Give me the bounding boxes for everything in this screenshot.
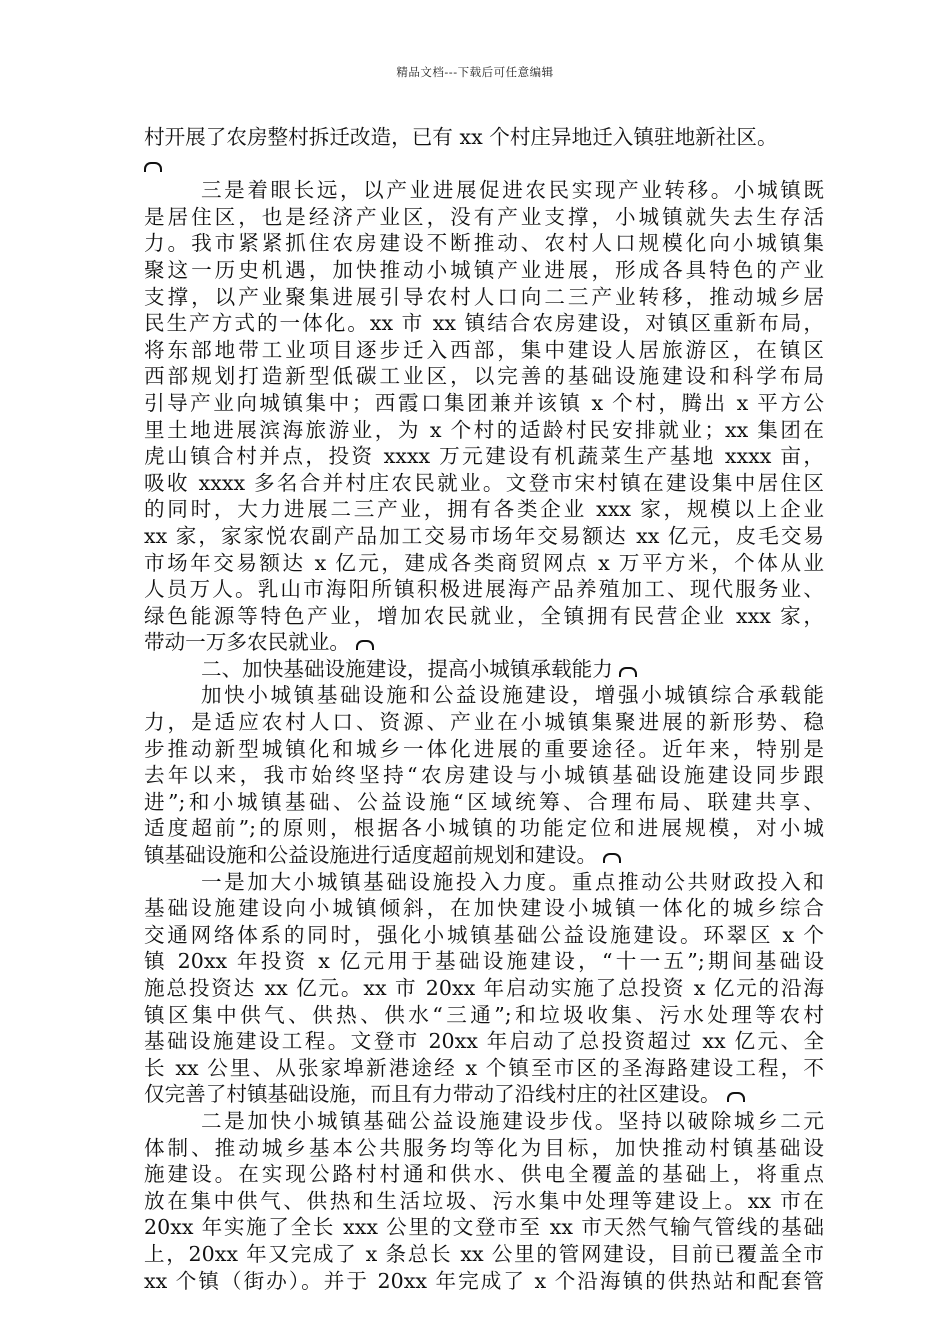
paragraph-line: 里土地进展滨海旅游业，为 x 个村的适龄村民安排就业；xx 集团在 [144, 417, 824, 442]
paragraph-line: 体制、推动城乡基本公共服务均等化为目标，加快推动村镇基础设 [144, 1135, 824, 1160]
paragraph-line: 力，是适应农村人口、资源、产业在小城镇集聚进展的新形势、稳 [144, 710, 824, 735]
paragraph-line: 三是着眼长远，以产业进展促进农民实现产业转移。小城镇既 [201, 178, 824, 203]
paragraph-line: 进”;和小城镇基础、公益设施“区域统筹、合理布局、联建共享、 [144, 789, 824, 814]
paragraph-line: 施建设。在实现公路村村通和供水、供电全覆盖的基础上，将重点 [144, 1162, 824, 1187]
paragraph-line: 基础设施建设工程。文登市 20xx 年启动了总投资超过 xx 亿元、全 [144, 1029, 824, 1054]
paragraph-line: 引导产业向城镇集中；西霞口集团兼并该镇 x 个村，腾出 x 平方公 [144, 390, 824, 415]
paragraph-mark-icon [727, 1092, 745, 1102]
paragraph-text: 带动一万多农民就业。 [144, 630, 350, 655]
paragraph-mark-icon [603, 853, 621, 863]
paragraph-line: 加快小城镇基础设施和公益设施建设，增强小城镇综合承载能 [201, 683, 824, 708]
paragraph-line: 虎山镇合村并点，投资 xxxx 万元建设有机蔬菜生产基地 xxxx 亩， [144, 444, 824, 469]
paragraph-line: 基础设施建设向小城镇倾斜，在加快建设小城镇一体化的城乡综合 [144, 896, 824, 921]
paragraph-line: 放在集中供气、供热和生活垃圾、污水集中处理等建设上。xx 市在 [144, 1188, 824, 1213]
paragraph-line: 20xx 年实施了全长 xxx 公里的文登市至 xx 市天然气输气管线的基础 [144, 1215, 824, 1240]
section-heading-line [144, 656, 824, 683]
paragraph-line: 适度超前”;的原则，根据各小城镇的功能定位和进展规模，对小城 [144, 816, 824, 841]
paragraph-line: 民生产方式的一体化。xx 市 xx 镇结合农房建设，对镇区重新布局， [144, 311, 824, 336]
paragraph-line: 聚这一历史机遇，加快推动小城镇产业进展，形成各具特色的产业 [144, 257, 824, 282]
paragraph-line: 去年以来，我市始终坚持“农房建设与小城镇基础设施建设同步跟 [144, 763, 824, 788]
paragraph-line: 镇区集中供气、供热、供水“三通”;和垃圾收集、污水处理等农村 [144, 1002, 824, 1027]
paragraph-line: 一是加大小城镇基础设施投入力度。重点推动公共财政投入和 [201, 869, 824, 894]
paragraph-text: 仅完善了村镇基础设施，而且有力带动了沿线村庄的社区建设。 [144, 1082, 721, 1107]
paragraph-line: 交通网络体系的同时，强化小城镇基础公益设施建设。环翠区 x 个 [144, 922, 824, 947]
paragraph-line: 施总投资达 xx 亿元。xx 市 20xx 年启动实施了总投资 x 亿元的沿海 [144, 976, 824, 1000]
paragraph-text: 镇基础设施和公益设施进行适度超前规划和建设。 [144, 843, 598, 868]
paragraph-line: 绿色能源等特色产业，增加农民就业，全镇拥有民营企业 xxx 家， [144, 603, 824, 628]
paragraph-line: 西部规划打造新型低碳工业区，以完善的基础设施建设和科学布局 [144, 364, 824, 389]
paragraph-line: 二是加快小城镇基础公益设施建设步伐。坚持以破除城乡二元 [201, 1108, 824, 1133]
paragraph-line: 吸收 xxxx 多名合并村庄农民就业。文登市宋村镇在建设集中居住区 [144, 470, 824, 495]
page-header: 精品文档---下载后可任意编辑 [396, 65, 554, 79]
paragraph-line: 力。我市紧紧抓住农房建设不断推动、农村人口规模化向小城镇集 [144, 231, 824, 256]
paragraph-line: 是居住区，也是经济产业区，没有产业支撑，小城镇就失去生存活 [144, 204, 824, 229]
paragraph-mark-icon [356, 640, 374, 650]
paragraph-mark-icon [144, 162, 162, 172]
paragraph-mark-icon [619, 667, 637, 677]
paragraph-line: 步推动新型城镇化和城乡一体化进展的重要途径。近年来，特别是 [144, 736, 824, 761]
section-heading: 二、加快基础设施建设，提高小城镇承载能力 [201, 656, 613, 681]
document-body [144, 124, 824, 1294]
paragraph-line: 将东部地带工业项目逐步迁入西部，集中建设人居旅游区，在镇区 [144, 337, 824, 362]
paragraph-line: 人员万人。乳山市海阳所镇积极进展海产品养殖加工、现代服务业、 [144, 577, 824, 602]
paragraph-line: 市场年交易额达 x 亿元，建成各类商贸网点 x 万平方米，个体从业 [144, 550, 824, 575]
paragraph-line [144, 1081, 824, 1108]
paragraph-line: 上，20xx 年又完成了 x 条总长 xx 公里的管网建设，目前已覆盖全市 [144, 1241, 824, 1266]
paragraph-line: xx 家，家家悦农副产品加工交易市场年交易额达 xx 亿元，皮毛交易 [144, 523, 824, 548]
paragraph-line: 的同时，大力进展二三产业，拥有各类企业 xxx 家，规模以上企业 [144, 497, 824, 522]
paragraph-line: 支撑，以产业聚集进展引导农村人口向二三产业转移，推动城乡居 [144, 284, 824, 309]
paragraph-line [144, 842, 824, 869]
paragraph-line: 镇 20xx 年投资 x 亿元用于基础设施建设，“十一五”;期间基础设 [144, 949, 824, 974]
paragraph-line: 长 xx 公里、从张家埠新港途经 x 个镇至市区的圣海路建设工程，不 [144, 1055, 824, 1080]
paragraph-mark-line [144, 151, 824, 178]
paragraph-line: xx 个镇（街办）。并于 20xx 年完成了 x 个沿海镇的供热站和配套管 [144, 1268, 824, 1293]
paragraph-line: 村开展了农房整村拆迁改造，已有 xx 个村庄异地迁入镇驻地新社区。 [144, 125, 778, 149]
paragraph-line [144, 629, 824, 656]
